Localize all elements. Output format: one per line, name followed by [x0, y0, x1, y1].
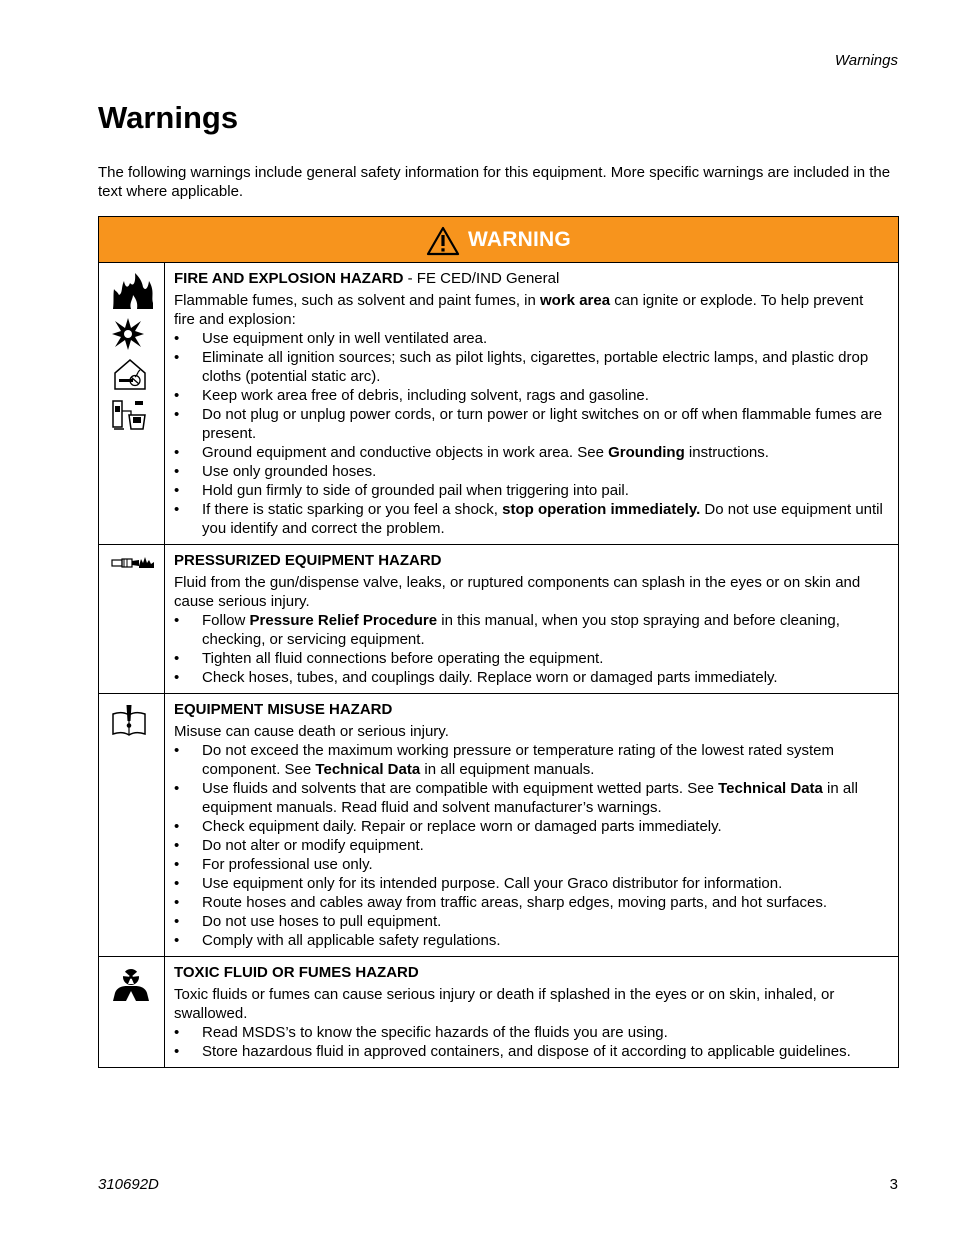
page-number: 3 — [889, 1176, 898, 1193]
hazard-title: EQUIPMENT MISUSE HAZARD — [174, 701, 393, 718]
document-number: 310692D — [98, 1176, 159, 1193]
hazard-icons — [99, 957, 165, 1067]
intro-paragraph: The following warnings include general safety information for this equipment. More specific warnings are included in the text where applicable. — [98, 164, 891, 200]
read-manual-icon — [111, 704, 147, 738]
hazard-bullet: • Use equipment only in well ventilated area. — [174, 329, 888, 348]
warning-banner — [99, 217, 898, 263]
hazard-icons — [99, 694, 165, 956]
hazard-content — [165, 263, 898, 544]
hazard-content — [165, 545, 898, 693]
explosion-icon — [111, 317, 145, 351]
hazard-bullet: • Route hoses and cables away from traffic areas, sharp edges, moving parts, and hot surfaces. — [174, 893, 888, 912]
hazard-bullet: • Do not exceed the maximum working pressure or temperature rating of the lowest rated system component. See Technical Data in all equipment manuals. — [174, 741, 888, 779]
hazard-bullet: • Eliminate all ignition sources; such as pilot lights, cigarettes, portable electric lamps, and plastic drop cloths (potential static arc). — [174, 348, 888, 386]
hazard-description: Flammable fumes, such as solvent and paint fumes, in work area can ignite or explode. To help prevent fire and explosion: — [174, 292, 864, 328]
hazard-bullet: • Read MSDS’s to know the specific hazards of the fluids you are using. — [174, 1023, 888, 1042]
hazard-bullet: • Use only grounded hoses. — [174, 462, 888, 481]
hazard-title — [174, 269, 888, 288]
hazard-description: Misuse can cause death or serious injury. — [174, 723, 449, 740]
warning-table — [98, 216, 899, 1068]
hazard-content — [165, 957, 898, 1067]
hazard-bullet: • Do not alter or modify equipment. — [174, 836, 888, 855]
hazard-bullet: • Do not use hoses to pull equipment. — [174, 912, 888, 931]
hazard-bullet: • Hold gun firmly to side of grounded pail when triggering into pail. — [174, 481, 888, 500]
hazard-bullet: • Keep work area free of debris, including solvent, rags and gasoline. — [174, 386, 888, 405]
hazard-bullet-list — [174, 741, 888, 950]
hazard-bullet: • Tighten all fluid connections before operating the equipment. — [174, 649, 888, 668]
hazard-bullet-list — [174, 611, 888, 687]
hazard-bullet: • Follow Pressure Relief Procedure in this manual, when you stop spraying and before cleaning, checking, or servicing equipment. — [174, 611, 888, 649]
ground-pail-icon — [111, 397, 149, 431]
hazard-content — [165, 694, 898, 956]
hazard-icons — [99, 263, 165, 544]
hazard-bullet: • Comply with all applicable safety regulations. — [174, 931, 888, 950]
hazard-icons — [99, 545, 165, 693]
hazard-description: Fluid from the gun/dispense valve, leaks, or ruptured components can splash in the eyes or on skin and cause serious injury. — [174, 574, 861, 610]
hazard-row-misuse — [99, 694, 898, 957]
hazard-bullet: • Check hoses, tubes, and couplings daily. Replace worn or damaged parts immediately. — [174, 668, 888, 687]
running-header: Warnings — [834, 52, 898, 69]
hazard-bullet: • If there is static sparking or you feel a shock, stop operation immediately. Do not use equipment until you identify and correct the problem. — [174, 500, 888, 538]
fire-icon — [111, 273, 155, 311]
hazard-bullet: • Check equipment daily. Repair or replace worn or damaged parts immediately. — [174, 817, 888, 836]
hazard-row-pressurized — [99, 545, 898, 694]
hazard-bullet: • For professional use only. — [174, 855, 888, 874]
hazard-bullet: • Do not plug or unplug power cords, or turn power or light switches on or off when flammable fumes are present. — [174, 405, 888, 443]
hazard-bullet: • Store hazardous fluid in approved containers, and dispose of it according to applicable guidelines. — [174, 1042, 888, 1061]
hazard-row-toxic — [99, 957, 898, 1067]
hazard-title: PRESSURIZED EQUIPMENT HAZARD — [174, 552, 442, 569]
pressure-spray-icon — [111, 555, 155, 571]
hazard-bullet: • Ground equipment and conductive objects in work area. See Grounding instructions. — [174, 443, 888, 462]
hazard-bullet-list — [174, 329, 888, 538]
page-title: Warnings — [98, 100, 239, 135]
warning-label: WARNING — [468, 227, 571, 251]
hazard-row-fire-explosion — [99, 263, 898, 545]
toxic-fumes-icon — [111, 967, 151, 1003]
hazard-bullet: • Use equipment only for its intended purpose. Call your Graco distributor for information. — [174, 874, 888, 893]
hazard-description: Toxic fluids or fumes can cause serious injury or death if splashed in the eyes or on skin, inhaled, or swallowed. — [174, 986, 835, 1022]
hazard-title-text: FIRE AND EXPLOSION HAZARD — [174, 270, 404, 287]
no-smoking-house-icon — [111, 357, 149, 391]
warning-triangle-icon — [426, 226, 460, 256]
hazard-bullet-list — [174, 1023, 888, 1061]
hazard-title: TOXIC FLUID OR FUMES HAZARD — [174, 964, 419, 981]
hazard-title-suffix: - FE CED/IND General — [403, 270, 560, 287]
hazard-bullet: • Use fluids and solvents that are compatible with equipment wetted parts. See Technical Data in all equipment manuals. Read fluid and solvent manufacturer’s warnings. — [174, 779, 888, 817]
